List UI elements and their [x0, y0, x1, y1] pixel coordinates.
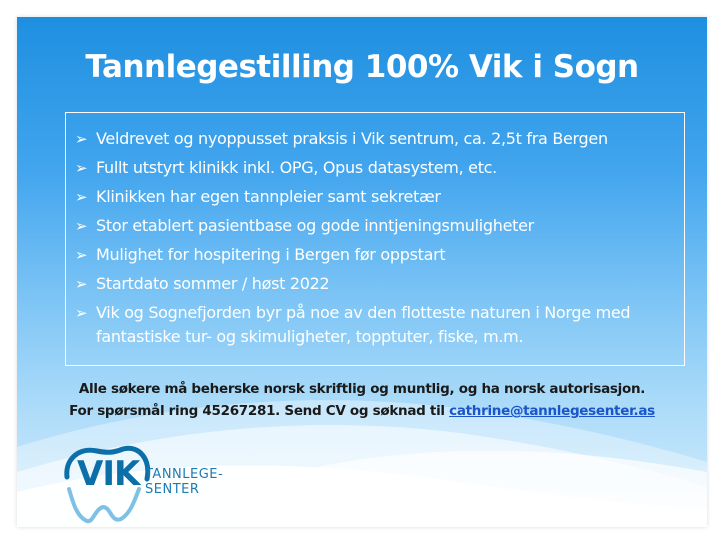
arrow-bullet-icon: ➢	[75, 304, 88, 322]
arrow-bullet-icon: ➢	[75, 159, 88, 177]
list-item	[75, 185, 675, 209]
arrow-bullet-icon: ➢	[75, 130, 88, 148]
logo-brand: VIK	[77, 454, 140, 494]
list-item-text: Vik og Sognefjorden byr på noe av den flotteste naturen i Norge med fantastiske tur- og skimuligheter, topptuter, fiske, m.m.	[96, 303, 631, 346]
email-link[interactable]: cathrine@tannlegesenter.as	[449, 403, 655, 419]
slide	[17, 17, 707, 527]
list-item	[75, 272, 675, 296]
arrow-bullet-icon: ➢	[75, 188, 88, 206]
contact-text: For spørsmål ring 45267281. Send CV og søknad til	[69, 403, 450, 419]
list-item-text: Stor etablert pasientbase og gode inntjeningsmuligheter	[96, 216, 534, 235]
page-title: Tannlegestilling 100% Vik i Sogn	[85, 49, 639, 85]
list-item-text: Veldrevet og nyoppusset praksis i Vik sentrum, ca. 2,5t fra Bergen	[96, 129, 608, 148]
vik-tannlegesenter-logo	[47, 437, 247, 527]
list-item-text: Mulighet for hospitering i Bergen før oppstart	[96, 245, 446, 264]
contact-footer	[17, 378, 707, 422]
list-item-text: Klinikken har egen tannpleier samt sekretær	[96, 187, 441, 206]
list-item	[75, 214, 675, 238]
arrow-bullet-icon: ➢	[75, 246, 88, 264]
arrow-bullet-icon: ➢	[75, 217, 88, 235]
arrow-bullet-icon: ➢	[75, 275, 88, 293]
list-item-text: Fullt utstyrt klinikk inkl. OPG, Opus datasystem, etc.	[96, 158, 497, 177]
info-box	[65, 112, 685, 366]
logo-subtitle	[145, 467, 223, 497]
list-item	[75, 156, 675, 180]
logo-subtitle-line: TANNLEGE-	[145, 467, 224, 482]
list-item-text: Startdato sommer / høst 2022	[96, 274, 330, 293]
list-item	[75, 243, 675, 267]
requirements-text: Alle søkere må beherske norsk skriftlig og muntlig, og ha norsk autorisasjon.	[78, 381, 646, 397]
list-item	[75, 301, 675, 349]
list-item	[75, 127, 675, 151]
contact-line	[17, 400, 707, 422]
bullet-list	[75, 127, 675, 354]
logo-subtitle-line: SENTER	[145, 482, 200, 497]
